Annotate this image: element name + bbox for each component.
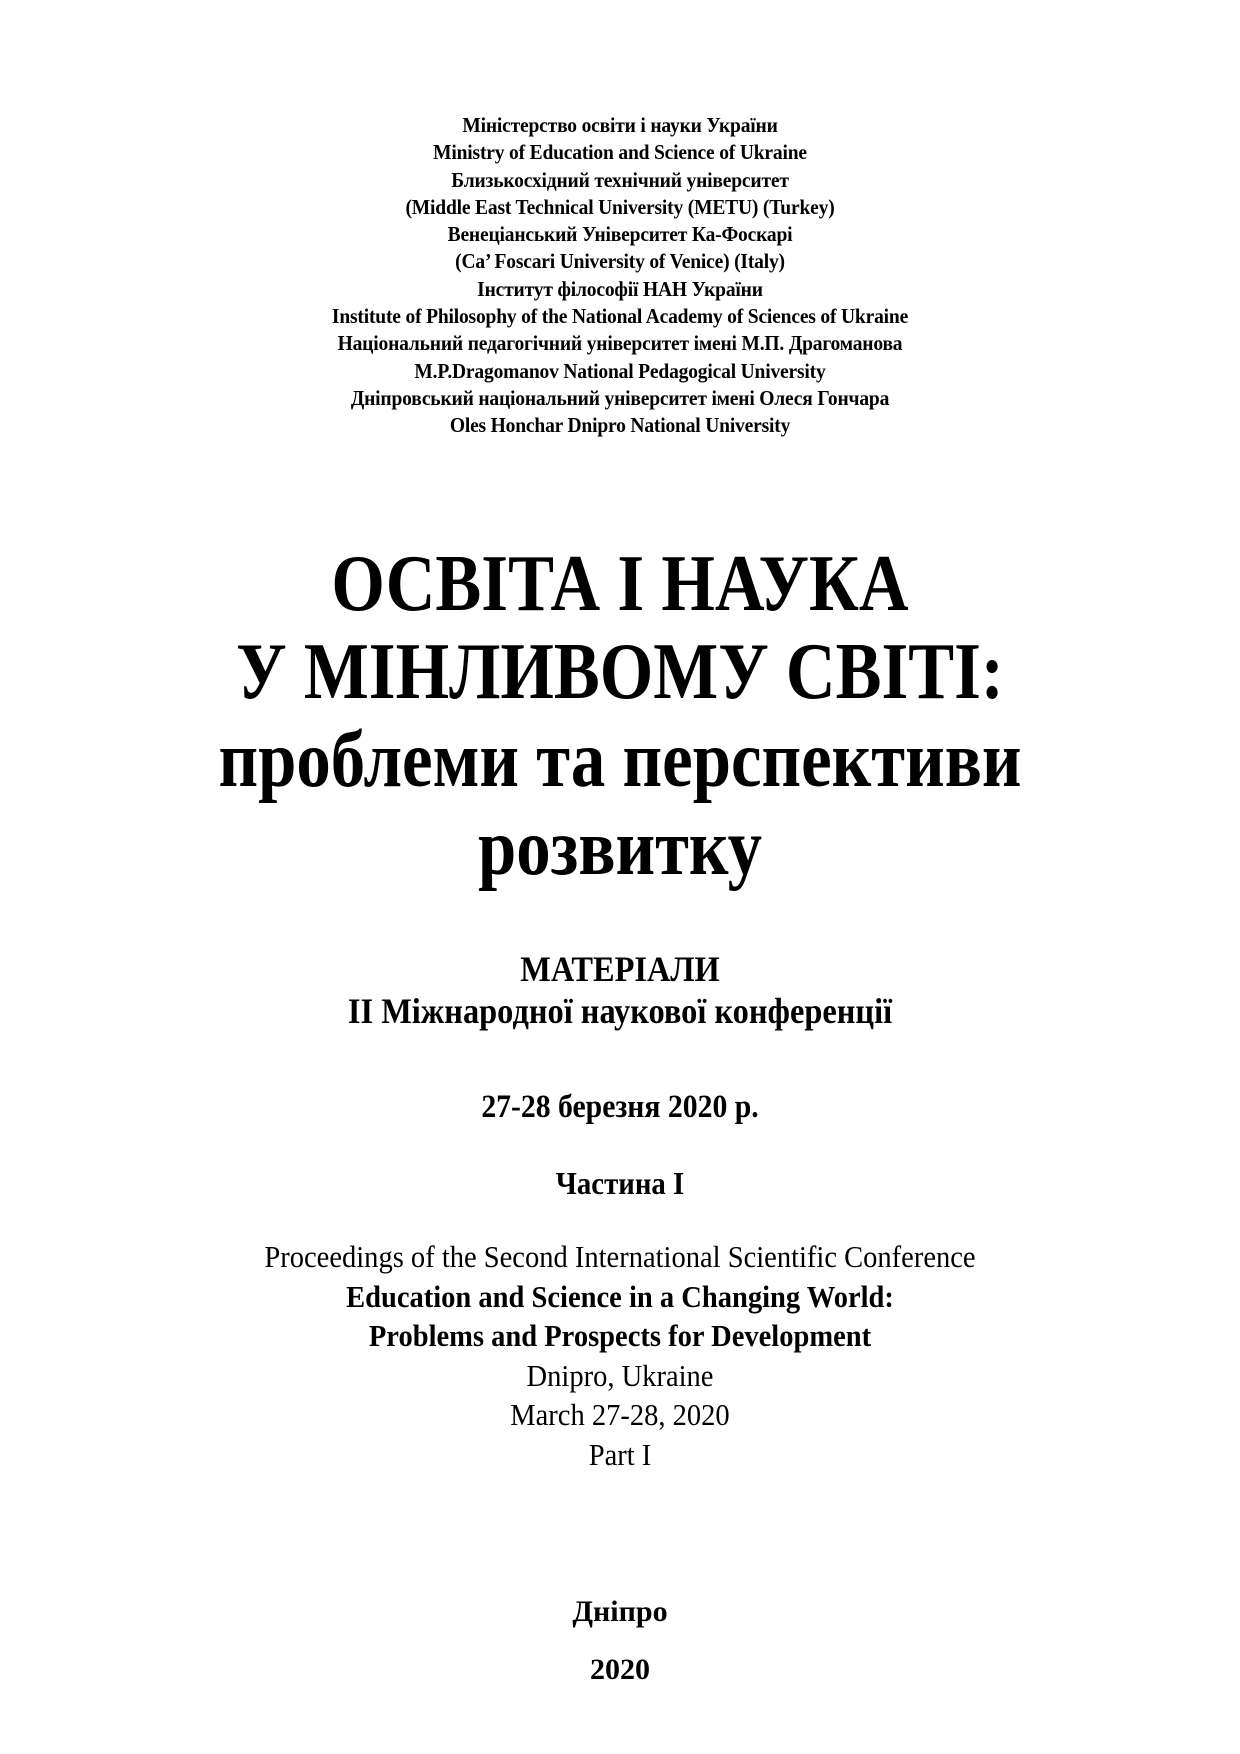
city-text: Дніпро: [572, 1595, 668, 1628]
title-line: розвитку: [478, 804, 762, 892]
conference-name-ua: ІІ Міжнародної наукової конференції: [347, 991, 893, 1031]
affiliation-line: Ministry of Education and Science of Ukraine: [433, 140, 807, 165]
proceedings-intro: Proceedings of the Second International Scientific Conference: [264, 1239, 976, 1274]
proceedings-title-line: Problems and Prospects for Development: [368, 1318, 872, 1353]
materials-label: МАТЕРІАЛИ: [520, 949, 720, 989]
imprint-year: [0, 1652, 1240, 1688]
affiliation-line: Близькосхідний технічний університет: [451, 167, 789, 192]
affiliation-line: (Middle East Technical University (METU) (Turkey): [405, 194, 835, 219]
dates-ua-text: 27-28 березня 2020 р.: [481, 1089, 759, 1125]
affiliation-line: (Ca’ Foscari University of Venice) (Italy): [455, 249, 785, 274]
affiliation-line: M.P.Dragomanov National Pedagogical University: [414, 358, 826, 383]
proceedings-location: Dnipro, Ukraine: [526, 1357, 714, 1393]
affiliation-line: Венеціанський Університет Ка-Фоскарі: [447, 222, 793, 247]
title-line: У МІНЛИВОМУ СВІТІ:: [236, 628, 1004, 716]
proceedings-part: Part I: [588, 1436, 652, 1472]
main-title: [0, 540, 1240, 892]
proceedings-title-line: Education and Science in a Changing World:: [346, 1278, 894, 1314]
affiliation-line: Інститут філософії НАН України: [477, 276, 763, 301]
proceedings-dates: March 27-28, 2020: [510, 1397, 730, 1432]
affiliation-line: Міністерство освіти і науки України: [462, 113, 778, 137]
imprint-city: [0, 1594, 1240, 1630]
conference-dates-ua: [0, 1087, 1240, 1127]
affiliation-line: Institute of Philosophy of the National Academy of Sciences of Ukraine: [331, 304, 909, 329]
affiliation-line: Oles Honchar Dnipro National University: [449, 413, 791, 438]
affiliations-block: [0, 112, 1240, 440]
affiliation-line: Дніпровський національний університет імені Олеся Гончара: [350, 385, 890, 410]
title-line: проблеми та перспективи: [218, 716, 1022, 804]
affiliation-line: Національний педагогічний університет імені М.П. Драгоманова: [337, 331, 903, 356]
proceedings-english: [0, 1237, 1240, 1474]
part-ua-text: Частина І: [555, 1165, 685, 1201]
materials-heading: [0, 948, 1240, 1032]
part-number-ua: [0, 1163, 1240, 1203]
year-text: 2020: [590, 1653, 650, 1686]
title-line: ОСВІТА І НАУКА: [331, 540, 909, 628]
